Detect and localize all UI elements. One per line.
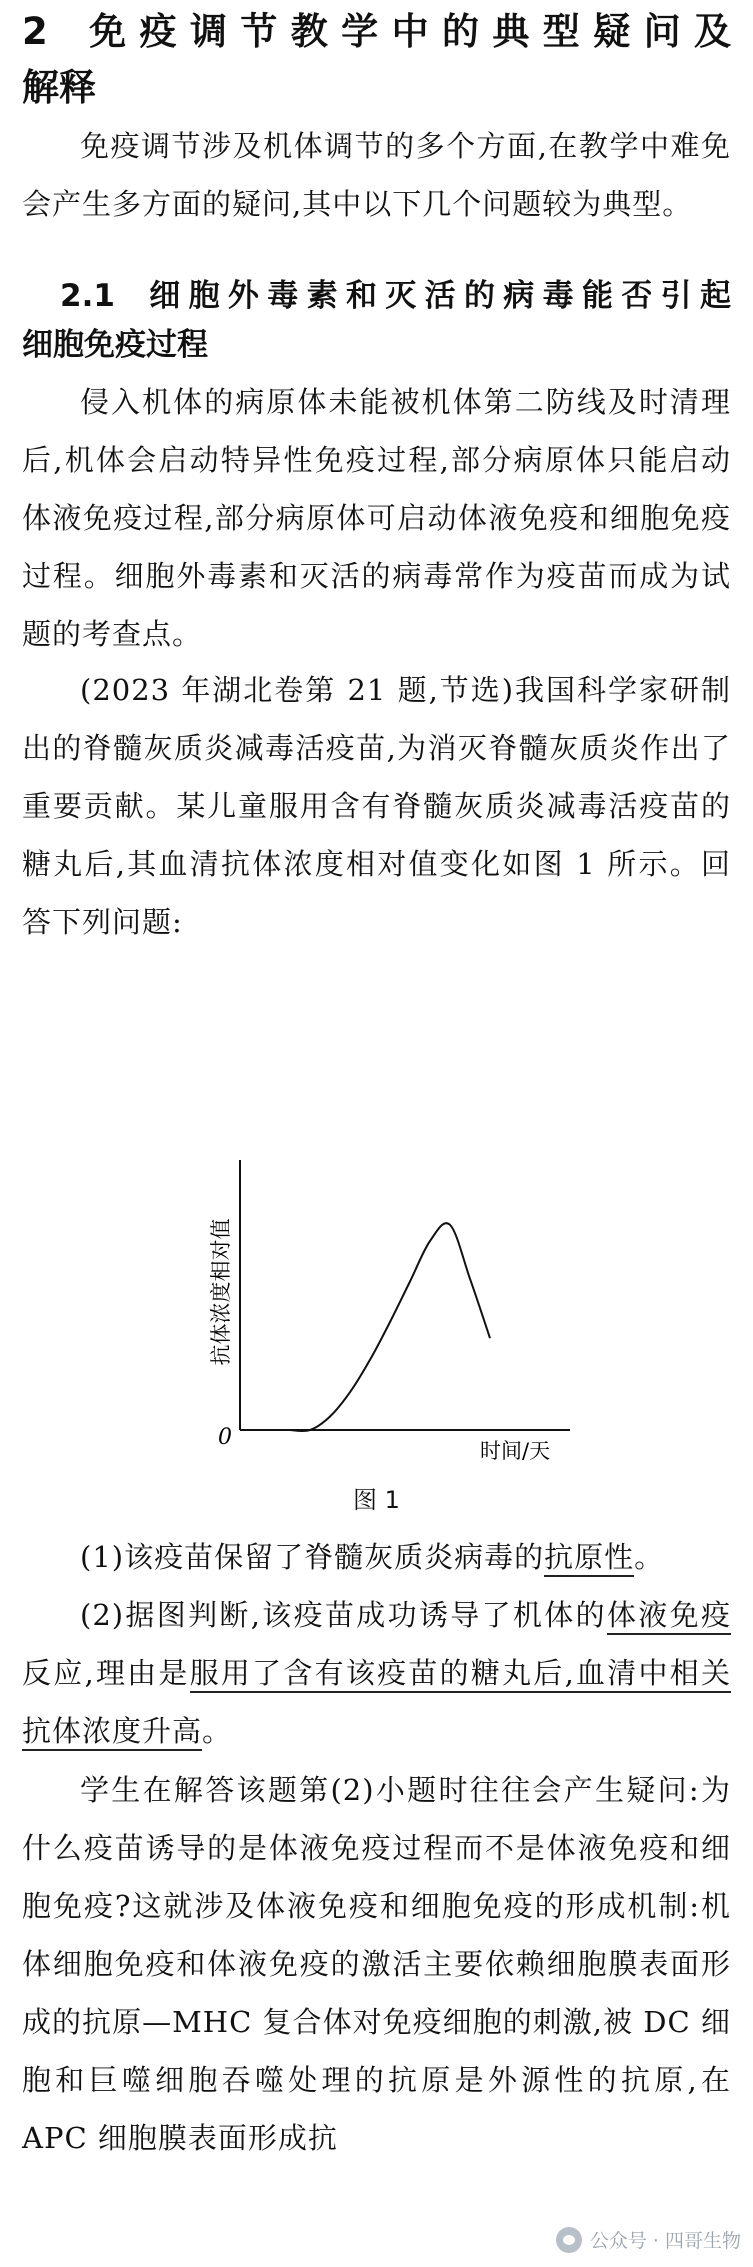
watermark-text: 公众号 · 四哥生物	[589, 2230, 741, 2252]
question-2-answer-1: 体液免疫	[607, 1598, 731, 1635]
discussion-paragraph: 学生在解答该题第(2)小题时往往会产生疑问:为什么疫苗诱导的是体液免疫过程而不是体液免疫和细胞免疫?这就涉及体液免疫和细胞免疫的形成机制:机体细胞免疫和体液免疫的激活主要依赖细胞膜表面形成的抗原—MHC 复合体对免疫细胞的刺激,被 DC 细胞和巨噬细胞吞噬处理的抗原是外源性的抗原,在 APC 细胞膜表面形成抗	[22, 1773, 731, 2155]
question-1-answer: 抗原性	[544, 1540, 634, 1577]
section-title-line1: 免疫调节教学中的典型疑问及	[75, 10, 731, 53]
subsection-title-line1: 细胞外毒素和灭活的病毒能否引起	[140, 278, 731, 314]
question-1	[22, 1528, 731, 1586]
question-2	[22, 1586, 731, 1760]
subsection-number: 2.1	[60, 278, 115, 314]
question-1-prefix: (1)该疫苗保留了脊髓灰质炎病毒的	[80, 1540, 545, 1574]
wechat-icon	[556, 2227, 582, 2253]
question-2-prefix: (2)据图判断,该疫苗成功诱导了机体的	[80, 1598, 607, 1632]
figure-1-chart	[170, 1140, 590, 1460]
watermark	[556, 2226, 741, 2253]
x-axis-label: 时间/天	[480, 1439, 551, 1460]
antibody-curve	[290, 1223, 490, 1431]
section-intro: 免疫调节涉及机体调节的多个方面,在教学中难免会产生多方面的疑问,其中以下几个问题较为典型。	[22, 129, 731, 221]
section-title-line2: 解释	[22, 66, 96, 109]
subsection-title-line2: 细胞免疫过程	[22, 327, 208, 363]
subsection-heading	[60, 276, 731, 316]
y-axis-label: 抗体浓度相对值	[209, 1218, 233, 1366]
chart-axes	[209, 1160, 570, 1460]
question-stem: (2023 年湖北卷第 21 题,节选)我国科学家研制出的脊髓灰质炎减毒活疫苗,为消灭脊髓灰质炎作出了重要贡献。某儿童服用含有脊髓灰质炎减毒活疫苗的糖丸后,其血清抗体浓度相对值变化如图 1 所示。回答下列问题:	[22, 673, 731, 939]
section-number: 2	[22, 10, 48, 53]
subsection-paragraph: 侵入机体的病原体未能被机体第二防线及时清理后,机体会启动特异性免疫过程,部分病原体只能启动体液免疫过程,部分病原体可启动体液免疫和细胞免疫过程。细胞外毒素和灭活的病毒常作为疫苗而成为试题的考查点。	[22, 385, 731, 651]
question-1-suffix: 。	[634, 1540, 665, 1574]
question-2-suffix: 。	[202, 1714, 233, 1748]
question-2-middle: 反应,理由是	[22, 1656, 190, 1690]
question-2-answer-2: 服用了含有该疫苗的糖丸后,血清中相关抗体浓度升高	[22, 1656, 731, 1751]
figure-caption: 图 1	[353, 1486, 400, 1514]
origin-label: 0	[218, 1425, 232, 1450]
section-heading	[22, 10, 731, 54]
